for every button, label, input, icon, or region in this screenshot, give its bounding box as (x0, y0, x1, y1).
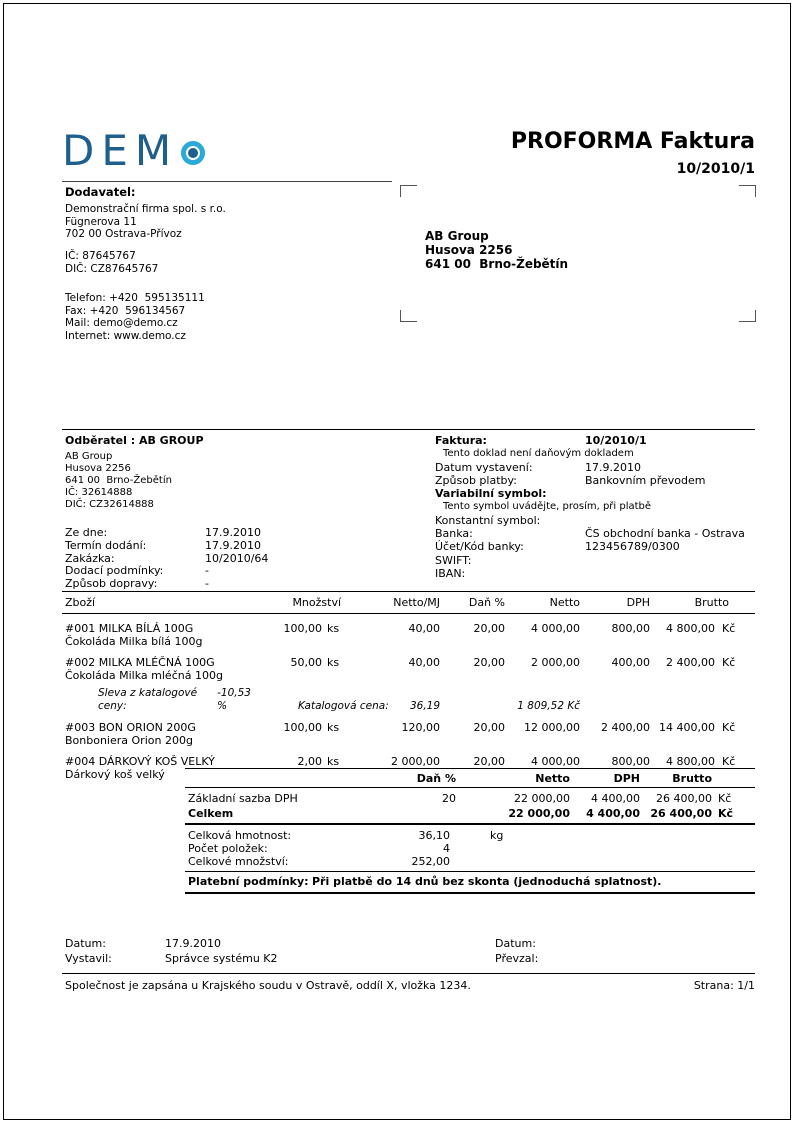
iban-label: IBAN: (435, 566, 466, 580)
item-tax: 20,00 (473, 755, 506, 768)
item-row (62, 614, 755, 636)
company-registration: Společnost je zapsána u Krajského soudu v Ostravě, oddíl X, vložka 1234. (65, 979, 471, 992)
variable-symbol-row (435, 487, 757, 500)
vat-base-tax: 20 (442, 792, 456, 805)
discount-percent: -10,53 % (217, 687, 251, 712)
vat-base-currency: Kč (718, 792, 732, 805)
item-name: #001 MILKA BÍLÁ 100G (65, 622, 194, 635)
total-weight-row (185, 824, 755, 842)
vat-base-label: Základní sazba DPH (188, 792, 298, 805)
total-netto: 22 000,00 (460, 805, 570, 824)
issue-date-row (435, 461, 757, 474)
date2-label: Datum: (495, 937, 536, 950)
item-brutto: 14 400,00 (659, 721, 716, 734)
payment-terms-label: Platební podmínky: (188, 875, 309, 888)
item-description: Čokoláda Milka mléčná 100g (65, 669, 223, 682)
item-currency: Kč (722, 622, 736, 635)
order-row (65, 527, 268, 540)
col-brutto: Brutto (650, 592, 755, 614)
item-netto: 4 000,00 (531, 755, 581, 768)
constant-symbol-label: Konstantní symbol: (435, 513, 541, 527)
constant-symbol-row (435, 514, 757, 527)
summary-table (185, 768, 755, 894)
window-corner-mark (739, 185, 756, 197)
item-unit-price: 120,00 (401, 721, 441, 734)
issued-by-value: Správce systému K2 (165, 951, 278, 965)
received-by-value (595, 952, 755, 967)
logo-letters: DEM (62, 126, 179, 175)
item-description: Bonboniera Orion 200g (65, 734, 193, 747)
window-corner-mark (400, 185, 417, 197)
catalog-netto-value: 1 809,52 Kč (517, 700, 581, 712)
item-netto: 2 000,00 (531, 656, 581, 669)
iban-row (435, 567, 757, 580)
discount-row (62, 682, 755, 713)
supplier-name: Demonstrační firma spol. s r.o. (65, 202, 226, 215)
col-qty: Množství (260, 592, 345, 614)
supplier-fax: Fax: +420 596134567 (65, 304, 186, 317)
item-netto: 12 000,00 (524, 721, 581, 734)
supplier-mail: Mail: demo@demo.cz (65, 317, 178, 330)
payment-terms-row (185, 872, 755, 894)
col-goods: Zboží (62, 592, 260, 614)
invoice-label: Faktura: (435, 434, 487, 447)
item-vat: 800,00 (611, 622, 651, 635)
item-currency: Kč (722, 656, 736, 669)
item-netto: 4 000,00 (531, 622, 581, 635)
signature-row (65, 937, 755, 952)
issued-by-label: Vystavil: (65, 951, 112, 965)
bank-row (435, 527, 757, 540)
item-description-row (62, 669, 755, 682)
window-corner-mark (400, 310, 417, 322)
issue-date-value: 17.9.2010 (585, 460, 641, 474)
supplier-phone: Telefon: +420 595135111 (65, 291, 205, 304)
total-currency: Kč (712, 805, 755, 824)
item-name: #004 DÁRKOVÝ KOŠ VELKÝ (65, 755, 215, 768)
date-label: Datum: (65, 937, 106, 950)
customer-line: AB Group (65, 451, 113, 462)
page-footer (65, 979, 755, 992)
page-number: Strana: 1/1 (693, 979, 755, 992)
payment-terms-value: Při platbě do 14 dnů bez skonta (jednoduchá splatnost). (312, 875, 662, 888)
item-vat: 2 400,00 (601, 721, 651, 734)
summary-col-vat: DPH (570, 769, 640, 788)
customer-line: DIČ: CZ32614888 (65, 499, 154, 510)
items-header-row (62, 592, 755, 614)
total-weight-unit: kg (490, 829, 504, 842)
order-value: 10/2010/64 (205, 551, 269, 565)
date2-value (595, 937, 755, 952)
supplier-street: Fügnerova 11 (65, 215, 137, 228)
vat-base-brutto: 26 400,00 (656, 792, 712, 805)
recipient-city: 641 00 Brno-Žebětín (425, 257, 569, 271)
item-qty: 50,00 (290, 656, 322, 669)
col-tax: Daň % (440, 592, 505, 614)
item-unit-price: 40,00 (408, 622, 441, 635)
summary-col-netto: Netto (460, 769, 570, 788)
account-row (435, 540, 757, 553)
customer-block (65, 434, 204, 511)
item-count-label: Počet položek: (188, 842, 268, 855)
total-quantity-row (185, 855, 755, 872)
item-brutto: 4 800,00 (666, 622, 716, 635)
order-label: Termín dodání: (65, 538, 147, 552)
order-value: 17.9.2010 (205, 526, 261, 539)
summary-header-row (185, 769, 755, 788)
invoice-number: 10/2010/1 (585, 434, 647, 447)
item-row (62, 713, 755, 734)
supplier-ic: IČ: 87645767 (65, 250, 136, 263)
col-vat: DPH (580, 592, 650, 614)
issue-date-label: Datum vystavení: (435, 460, 533, 474)
footer-divider (62, 973, 755, 974)
total-quantity-value: 252,00 (411, 855, 450, 868)
recipient-address (425, 229, 568, 271)
order-row (65, 578, 268, 591)
supplier-block (65, 186, 226, 343)
account-label: Účet/Kód banky: (435, 540, 524, 554)
total-quantity-label: Celkové množství: (188, 855, 289, 868)
items-table (62, 591, 755, 781)
signature-block (65, 937, 755, 966)
order-row (65, 540, 268, 553)
item-qty: 100,00 (283, 721, 322, 734)
supplier-label: Dodavatel: (65, 185, 136, 199)
customer-header: Odběratel : AB GROUP (65, 434, 204, 447)
order-label: Dodací podmínky: (65, 564, 164, 578)
order-value: 17.9.2010 (205, 538, 261, 552)
order-label: Zakázka: (65, 551, 115, 565)
vat-base-row (185, 788, 755, 806)
vat-base-vat: 4 400,00 (591, 792, 640, 805)
item-brutto: 2 400,00 (666, 656, 716, 669)
item-brutto: 4 800,00 (666, 755, 716, 768)
invoice-note: Tento doklad není daňovým dokladem (443, 448, 634, 460)
order-label: Způsob dopravy: (65, 577, 158, 591)
item-unit: ks (327, 755, 340, 768)
variable-symbol-note: Tento symbol uvádějte, prosím, při platbě (443, 501, 652, 513)
invoice-number-row (435, 434, 757, 447)
total-weight-label: Celková hmotnost: (188, 829, 292, 842)
total-vat: 4 400,00 (570, 805, 640, 824)
item-vat: 400,00 (611, 656, 651, 669)
item-name: #003 BON ORION 200G (65, 721, 196, 734)
item-currency: Kč (722, 755, 736, 768)
signature-row (65, 952, 755, 967)
item-description-row (62, 635, 755, 648)
item-row (62, 648, 755, 669)
item-tax: 20,00 (473, 656, 506, 669)
item-tax: 20,00 (473, 622, 506, 635)
bank-label: Banka: (435, 527, 473, 541)
supplier-dic: DIČ: CZ87645767 (65, 262, 159, 275)
total-brutto: 26 400,00 (640, 805, 712, 824)
item-count-value: 4 (443, 842, 450, 855)
item-description: Dárkový koš velký (65, 768, 165, 781)
demo-logo (62, 126, 205, 175)
item-vat: 800,00 (611, 755, 651, 768)
item-description: Čokoláda Milka bílá 100g (65, 635, 203, 648)
vat-base-netto: 22 000,00 (514, 792, 570, 805)
payment-method-row (435, 474, 757, 487)
recipient-name: AB Group (425, 229, 489, 243)
item-currency: Kč (722, 721, 736, 734)
item-description-row (62, 734, 755, 747)
customer-line: IČ: 32614888 (65, 487, 133, 498)
item-unit: ks (327, 622, 340, 635)
window-corner-mark (739, 310, 756, 322)
order-value: - (205, 564, 209, 578)
item-row (62, 747, 755, 768)
account-value: 123456789/0300 (585, 540, 680, 554)
supplier-city: 702 00 Ostrava-Přívoz (65, 228, 182, 241)
header-divider (62, 181, 392, 182)
address-window (400, 185, 756, 322)
summary-col-brutto: Brutto (640, 769, 712, 788)
customer-address (65, 451, 204, 511)
swift-label: SWIFT: (435, 553, 472, 567)
customer-line: Husova 2256 (65, 463, 131, 474)
date-value: 17.9.2010 (165, 937, 221, 950)
recipient-street: Husova 2256 (425, 243, 513, 257)
item-count-row (185, 842, 755, 855)
invoice-details (435, 434, 757, 580)
item-unit-price: 40,00 (408, 656, 441, 669)
section-divider (62, 429, 755, 430)
item-qty: 2,00 (297, 755, 322, 768)
document-number: 10/2010/1 (676, 161, 755, 177)
summary-col-tax: Daň % (395, 769, 460, 788)
bank-value: ČS obchodní banka - Ostrava (585, 527, 745, 541)
payment-method-value: Bankovním převodem (585, 473, 706, 487)
item-unit-price: 2 000,00 (391, 755, 441, 768)
catalog-price-label: Katalogová cena: (298, 700, 389, 712)
total-label: Celkem (185, 805, 395, 824)
total-weight-value: 36,10 (418, 829, 450, 842)
order-value: - (205, 577, 209, 591)
order-label: Ze dne: (65, 526, 108, 539)
discount-label: Sleva z katalogové ceny: (98, 687, 198, 712)
customer-line: 641 00 Brno-Žebětín (65, 475, 172, 486)
catalog-price-value: 36,19 (409, 700, 441, 712)
received-by-label: Převzal: (495, 951, 539, 965)
swift-row (435, 554, 757, 567)
item-qty: 100,00 (283, 622, 322, 635)
document-title: PROFORMA Faktura (510, 129, 755, 154)
logo-dot-icon (188, 148, 198, 158)
col-unit-price: Netto/MJ (345, 592, 440, 614)
supplier-web: Internet: www.demo.cz (65, 330, 186, 343)
item-name: #002 MILKA MLÉČNÁ 100G (65, 656, 215, 669)
logo-o-icon (181, 141, 205, 165)
variable-symbol-label: Variabilní symbol: (435, 487, 547, 501)
total-row (185, 805, 755, 824)
order-details (65, 527, 268, 591)
item-unit: ks (327, 721, 340, 734)
col-netto: Netto (505, 592, 580, 614)
item-unit: ks (327, 656, 340, 669)
payment-method-label: Způsob platby: (435, 473, 517, 487)
item-tax: 20,00 (473, 721, 506, 734)
